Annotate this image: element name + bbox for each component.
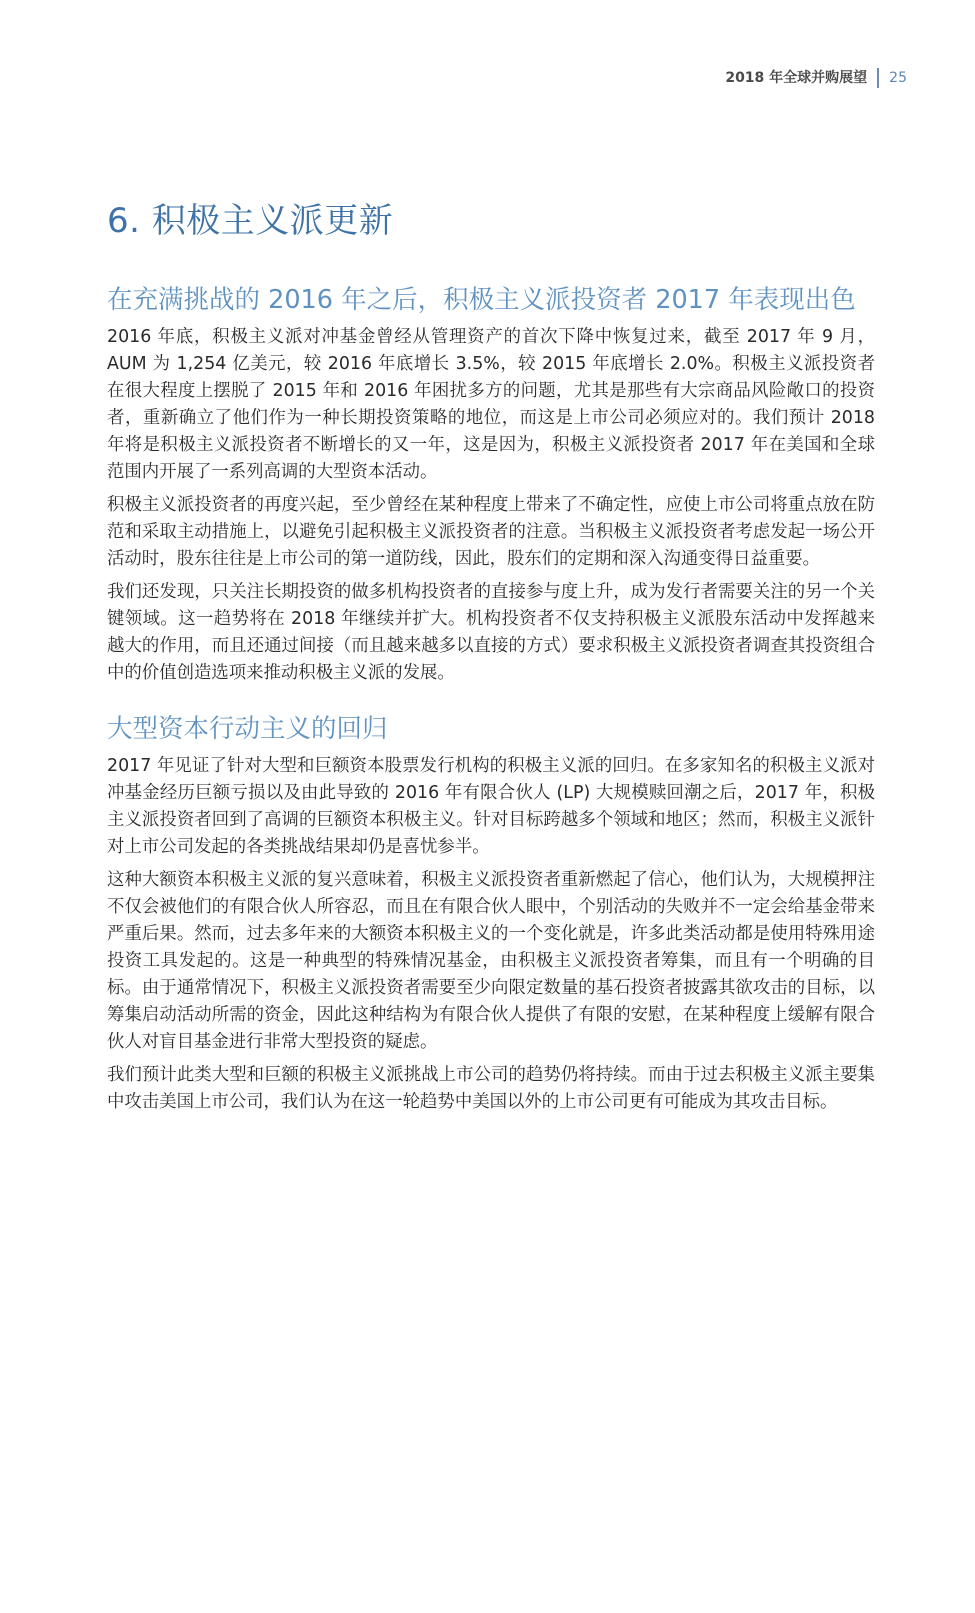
section-large-cap-activism bbox=[107, 713, 875, 1116]
section-heading: 大型资本行动主义的回归 bbox=[107, 714, 388, 744]
paragraph: 2017 年见证了针对大型和巨额资本股票发行机构的积极主义派的回归。在多家知名的积极主义派对冲基金经历巨额亏损以及由此导致的 2016 年有限合伙人 (LP) 大规模赎回潮之后，2017 年，积极主义派投资者回到了高调的巨额资本积极主义。针对目标跨越多个领域和地区；然而，积极主义派针对上市公司发起的各类挑战结果却仍是喜忧参半。 bbox=[107, 756, 875, 857]
header-divider bbox=[877, 68, 879, 88]
document-title: 2018 年全球并购展望 bbox=[725, 70, 868, 86]
running-header bbox=[725, 68, 907, 88]
page-number: 25 bbox=[889, 70, 907, 86]
paragraph: 我们还发现，只关注长期投资的做多机构投资者的直接参与度上升，成为发行者需要关注的另一个关键领域。这一趋势将在 2018 年继续并扩大。机构投资者不仅支持积极主义派股东活动中发挥越来越大的作用，而且还通过间接（而且越来越多以直接的方式）要求积极主义派投资者调查其投资组合中的价值创造选项来推动积极主义派的发展。 bbox=[107, 582, 875, 683]
section-activist-2017 bbox=[107, 284, 875, 687]
chapter-title: 6. 积极主义派更新 bbox=[107, 201, 394, 241]
page-content bbox=[107, 196, 875, 1116]
paragraph: 这种大额资本积极主义派的复兴意味着，积极主义派投资者重新燃起了信心，他们认为，大规模押注不仅会被他们的有限合伙人所容忍，而且在有限合伙人眼中，个别活动的失败并不一定会给基金带来严重后果。然而，过去多年来的大额资本积极主义的一个变化就是，许多此类活动都是使用特殊用途投资工具发起的。这是一种典型的特殊情况基金，由积极主义派投资者筹集，而且有一个明确的目标。由于通常情况下，积极主义派投资者需要至少向限定数量的基石投资者披露其欲攻击的目标，以筹集启动活动所需的资金，因此这种结构为有限合伙人提供了有限的安慰，在某种程度上缓解有限合伙人对盲目基金进行非常大型投资的疑虑。 bbox=[107, 870, 875, 1052]
paragraph: 积极主义派投资者的再度兴起，至少曾经在某种程度上带来了不确定性，应使上市公司将重点放在防范和采取主动措施上，以避免引起积极主义派投资者的注意。当积极主义派投资者考虑发起一场公开活动时，股东往往是上市公司的第一道防线，因此，股东们的定期和深入沟通变得日益重要。 bbox=[107, 495, 875, 569]
section-heading: 在充满挑战的 2016 年之后，积极主义派投资者 2017 年表现出色 bbox=[107, 285, 856, 315]
paragraph: 2016 年底，积极主义派对冲基金曾经从管理资产的首次下降中恢复过来，截至 2017 年 9 月，AUM 为 1,254 亿美元，较 2016 年底增长 3.5%，较 2015 年底增长 2.0%。积极主义派投资者在很大程度上摆脱了 2015 年和 2016 年困扰多方的问题，尤其是那些有大宗商品风险敞口的投资者，重新确立了他们作为一种长期投资策略的地位，而这是上市公司必须应对的。我们预计 2018 年将是积极主义派投资者不断增长的又一年，这是因为，积极主义派投资者 2017 年在美国和全球范围内开展了一系列高调的大型资本活动。 bbox=[107, 327, 875, 482]
paragraph: 我们预计此类大型和巨额的积极主义派挑战上市公司的趋势仍将持续。而由于过去积极主义派主要集中攻击美国上市公司，我们认为在这一轮趋势中美国以外的上市公司更有可能成为其攻击目标。 bbox=[107, 1065, 875, 1112]
